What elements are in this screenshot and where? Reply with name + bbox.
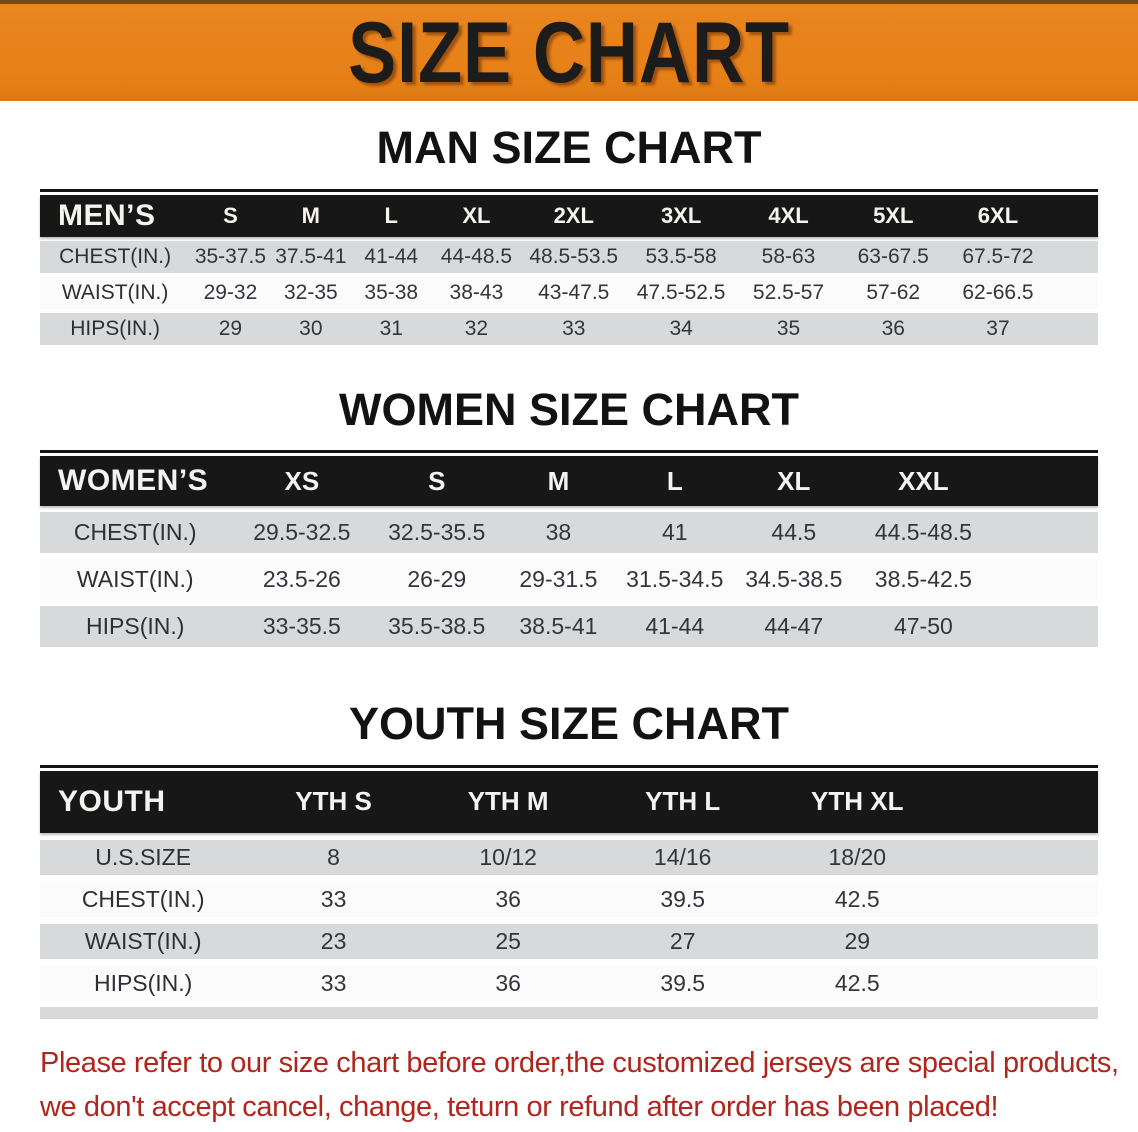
cell-value: 39.5 bbox=[660, 969, 706, 996]
row-label: CHEST(IN.) bbox=[73, 519, 197, 545]
cell-value: 35 bbox=[776, 316, 801, 340]
size-column-header: XL bbox=[777, 465, 811, 496]
women-section-heading: WOMEN SIZE CHART bbox=[339, 383, 799, 435]
cell-value: 47.5-52.5 bbox=[636, 280, 726, 304]
cell-value: 52.5-57 bbox=[752, 280, 825, 304]
cell-value: 14/16 bbox=[653, 843, 712, 870]
size-column-header: 4XL bbox=[768, 202, 809, 228]
cell-value: 30 bbox=[299, 316, 323, 340]
women-hips-row bbox=[40, 606, 1098, 647]
size-column-header: YTH S bbox=[295, 786, 372, 816]
cell-value: 33 bbox=[320, 885, 347, 912]
men-table-header-row bbox=[40, 195, 1098, 237]
cell-value: 44.5 bbox=[771, 519, 817, 545]
cell-value: 27 bbox=[669, 927, 696, 954]
cell-value: 29 bbox=[844, 927, 871, 954]
women-chest-row bbox=[40, 512, 1098, 553]
youth-size-table bbox=[40, 765, 1098, 1019]
cell-value: 26-29 bbox=[407, 566, 467, 592]
cell-value: 33-35.5 bbox=[262, 613, 341, 639]
women-waist-row bbox=[40, 559, 1098, 600]
cell-value: 48.5-53.5 bbox=[529, 244, 619, 268]
cell-value: 36 bbox=[495, 885, 521, 912]
cell-value: 58-63 bbox=[761, 244, 816, 268]
row-label: HIPS(IN.) bbox=[93, 969, 193, 996]
cell-value: 34.5-38.5 bbox=[745, 566, 843, 592]
cell-value: 41-44 bbox=[645, 613, 705, 639]
women-table-header-row bbox=[40, 456, 1098, 506]
cell-value: 36 bbox=[881, 316, 905, 340]
cell-value: 44.5-48.5 bbox=[874, 519, 972, 545]
cell-value: 57-62 bbox=[866, 280, 921, 304]
cell-value: 63-67.5 bbox=[857, 244, 929, 268]
men-hips-row bbox=[40, 313, 1098, 345]
row-label: HIPS(IN.) bbox=[70, 316, 161, 340]
size-column-header: S bbox=[223, 202, 238, 228]
youth-hips-row bbox=[40, 966, 1098, 1001]
size-column-header: XS bbox=[284, 465, 320, 496]
cell-value: 33 bbox=[562, 316, 586, 340]
size-column-header: XL bbox=[462, 202, 491, 228]
row-label: CHEST(IN.) bbox=[59, 244, 172, 268]
cell-value: 44-47 bbox=[764, 613, 824, 639]
row-label: CHEST(IN.) bbox=[81, 885, 205, 912]
table-corner-label: YOUTH bbox=[58, 784, 166, 818]
size-column-header: 5XL bbox=[873, 202, 914, 228]
cell-value: 10/12 bbox=[479, 843, 537, 870]
size-column-header: M bbox=[547, 465, 570, 496]
women-size-table bbox=[40, 450, 1098, 647]
row-label: HIPS(IN.) bbox=[86, 613, 185, 639]
men-size-table bbox=[40, 189, 1098, 345]
size-column-header: M bbox=[301, 202, 320, 228]
cell-value: 39.5 bbox=[660, 885, 706, 912]
table-top-rule bbox=[40, 450, 1098, 453]
cell-value: 47-50 bbox=[893, 613, 953, 639]
size-column-header: YTH XL bbox=[811, 786, 904, 816]
youth-ussize-row bbox=[40, 840, 1098, 875]
table-top-rule bbox=[40, 765, 1098, 768]
cell-value: 35-37.5 bbox=[194, 244, 267, 268]
cell-value: 31.5-34.5 bbox=[626, 566, 724, 592]
size-column-header: L bbox=[384, 202, 398, 228]
banner bbox=[0, 0, 1138, 101]
row-label: WAIST(IN.) bbox=[61, 280, 169, 304]
cell-value: 38-43 bbox=[449, 280, 504, 304]
cell-value: 29.5-32.5 bbox=[253, 519, 351, 545]
youth-waist-row bbox=[40, 924, 1098, 959]
row-label: U.S.SIZE bbox=[95, 843, 192, 870]
cell-value: 42.5 bbox=[834, 969, 880, 996]
table-corner-label: WOMEN’S bbox=[58, 464, 209, 497]
row-label: WAIST(IN.) bbox=[84, 927, 202, 954]
size-column-header: XXL bbox=[898, 465, 949, 496]
youth-table-header-row bbox=[40, 771, 1098, 833]
cell-value: 37 bbox=[986, 316, 1010, 340]
youth-section-heading: YOUTH SIZE CHART bbox=[348, 698, 789, 749]
table-bottom-strip bbox=[40, 1007, 1098, 1019]
cell-value: 42.5 bbox=[834, 885, 880, 912]
cell-value: 41-44 bbox=[364, 244, 419, 268]
row-label: WAIST(IN.) bbox=[76, 566, 194, 592]
cell-value: 18/20 bbox=[828, 843, 887, 870]
cell-value: 32 bbox=[464, 316, 489, 340]
size-column-header: 6XL bbox=[977, 202, 1019, 228]
cell-value: 38 bbox=[545, 519, 572, 545]
cell-value: 44-48.5 bbox=[440, 244, 513, 268]
disclaimer-text bbox=[40, 1041, 1138, 1129]
size-column-header: YTH M bbox=[467, 786, 549, 816]
disclaimer-line-1: Please refer to our size chart before order,the customized jerseys are special products, bbox=[40, 1046, 1119, 1079]
table-corner-label: MEN’S bbox=[58, 198, 156, 232]
cell-value: 29-32 bbox=[203, 280, 258, 304]
cell-value: 67.5-72 bbox=[962, 244, 1034, 268]
size-column-header: L bbox=[666, 465, 683, 496]
men-waist-row bbox=[40, 277, 1098, 309]
cell-value: 38.5-42.5 bbox=[874, 566, 972, 592]
cell-value: 33 bbox=[320, 969, 347, 996]
cell-value: 37.5-41 bbox=[275, 244, 347, 268]
table-top-rule bbox=[40, 189, 1098, 192]
cell-value: 32-35 bbox=[283, 280, 338, 304]
cell-value: 32.5-35.5 bbox=[388, 519, 486, 545]
size-column-header: 2XL bbox=[553, 202, 594, 228]
youth-chest-row bbox=[40, 882, 1098, 917]
cell-value: 36 bbox=[495, 969, 521, 996]
size-column-header: 3XL bbox=[660, 202, 702, 228]
cell-value: 35.5-38.5 bbox=[388, 613, 486, 639]
page-title: SIZE CHART bbox=[348, 4, 790, 101]
cell-value: 41 bbox=[661, 519, 688, 545]
cell-value: 29 bbox=[218, 316, 243, 340]
cell-value: 35-38 bbox=[364, 280, 419, 304]
men-chest-row bbox=[40, 241, 1098, 273]
size-column-header: S bbox=[428, 465, 446, 496]
cell-value: 25 bbox=[495, 927, 521, 954]
cell-value: 23 bbox=[320, 927, 347, 954]
men-section-heading: MAN SIZE CHART bbox=[376, 122, 762, 173]
cell-value: 38.5-41 bbox=[519, 613, 598, 639]
disclaimer-line-2: we don't accept cancel, change, teturn or refund after order has been placed! bbox=[40, 1090, 999, 1123]
cell-value: 43-47.5 bbox=[538, 280, 610, 304]
cell-value: 31 bbox=[379, 316, 403, 340]
cell-value: 29-31.5 bbox=[519, 566, 598, 592]
cell-value: 34 bbox=[669, 316, 693, 340]
cell-value: 62-66.5 bbox=[962, 280, 1034, 304]
cell-value: 8 bbox=[327, 843, 340, 870]
size-column-header: YTH L bbox=[645, 786, 721, 816]
cell-value: 53.5-58 bbox=[645, 244, 717, 268]
cell-value: 23.5-26 bbox=[262, 566, 341, 592]
